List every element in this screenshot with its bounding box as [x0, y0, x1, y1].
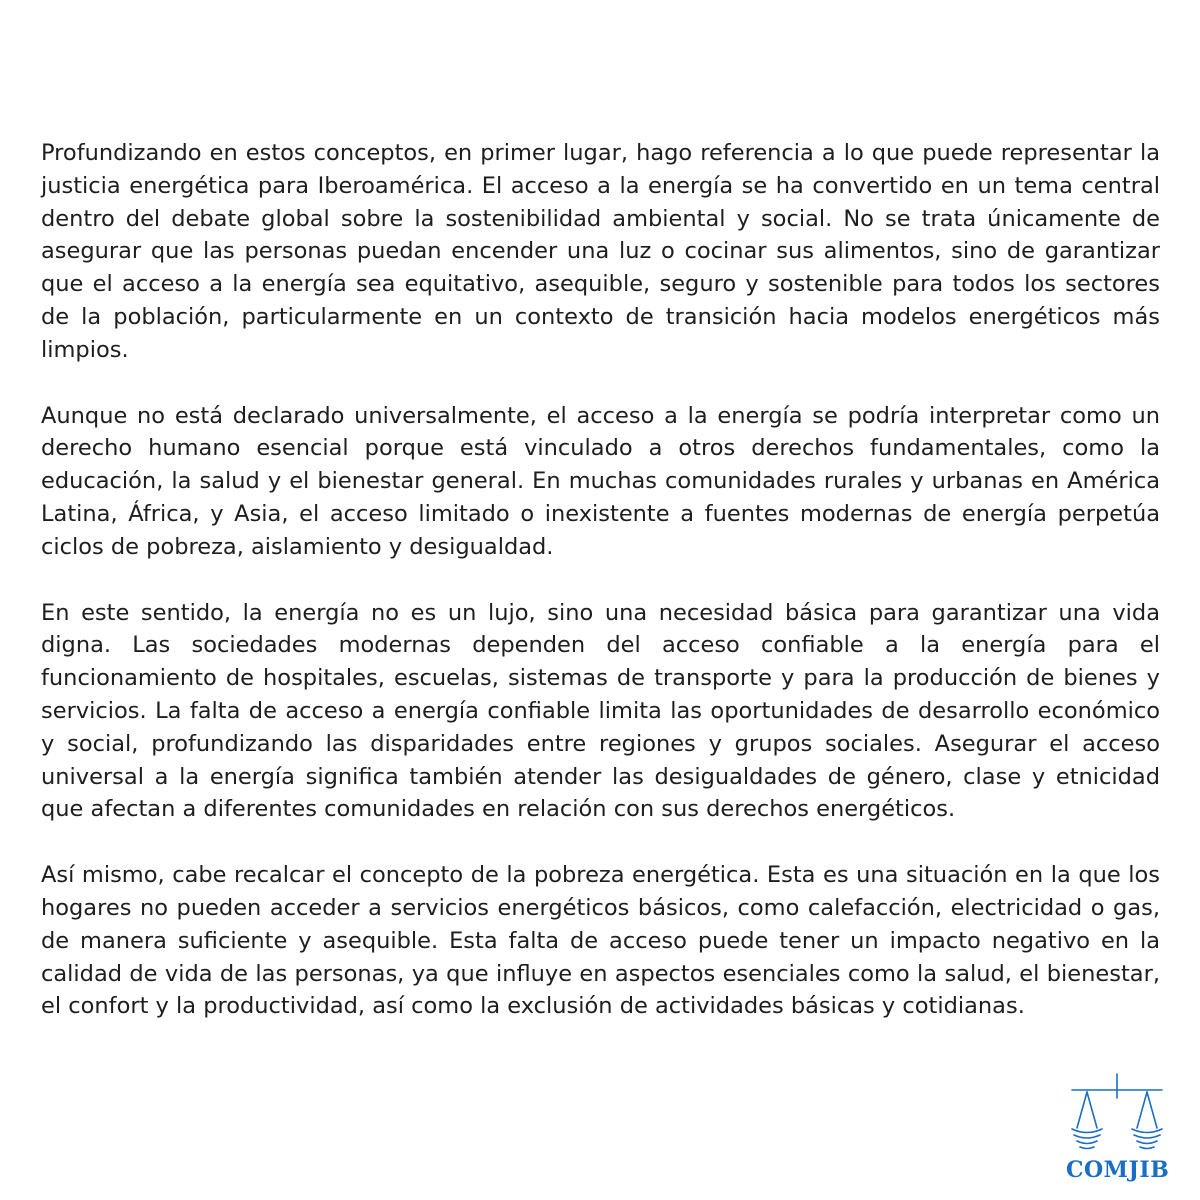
paragraph-2: Aunque no está declarado universalmente, el acceso a la energía se podría interpretar como un derecho humano esencial porque está vinculado a otros derechos fundamentales, como la educación, la salud y el bienestar general. En muchas comunidades rurales y urbanas en América Latina, África, y Asia, el acceso limitado o inexistente a fuentes modernas de energía perpetúa ciclos de pobreza, aislamiento y desigualdad.: [41, 402, 1160, 560]
paragraph-1: Profundizando en estos conceptos, en primer lugar, hago referencia a lo que puede representar la justicia energética para Iberoamérica. El acceso a la energía se ha convertido en un tema central dentro del debate global sobre la sostenibilidad ambiental y social. No se trata únicamente de asegurar que las personas puedan encender una luz o cocinar sus alimentos, sino de garantizar que el acceso a la energía sea equitativo, asequible, seguro y sostenible para todos los sectores de la población, particularmente en un contexto de transición hacia modelos energéticos más limpios.: [41, 140, 1160, 363]
body-text: [41, 137, 1160, 1056]
paragraph-4: Así mismo, cabe recalcar el concepto de la pobreza energética. Esta es una situación en la que los hogares no pueden acceder a servicios energéticos básicos, como calefacción, electricidad o gas, de manera suficiente y asequible. Esta falta de acceso puede tener un impacto negativo en la calidad de vida de las personas, ya que influye en aspectos esenciales como la salud, el bienestar, el confort y la productividad, así como la exclusión de actividades básicas y cotidianas.: [41, 862, 1160, 1020]
comjib-logo: [1066, 1072, 1168, 1190]
scales-of-justice-icon: [1066, 1072, 1168, 1158]
paragraph-3: En este sentido, la energía no es un lujo, sino una necesidad básica para garantizar una vida digna. Las sociedades modernas dependen del acceso confiable a la energía para el funcionamiento de hospitales, escuelas, sistemas de transporte y para la producción de bienes y servicios. La falta de acceso a energía confiable limita las oportunidades de desarrollo económico y social, profundizando las disparidades entre regiones y grupos sociales. Asegurar el acceso universal a la energía significa también atender las desigualdades de género, clase y etnicidad que afectan a diferentes comunidades en relación con sus derechos energéticos.: [41, 599, 1160, 823]
logo-wordmark: COMJIB: [1066, 1157, 1170, 1183]
